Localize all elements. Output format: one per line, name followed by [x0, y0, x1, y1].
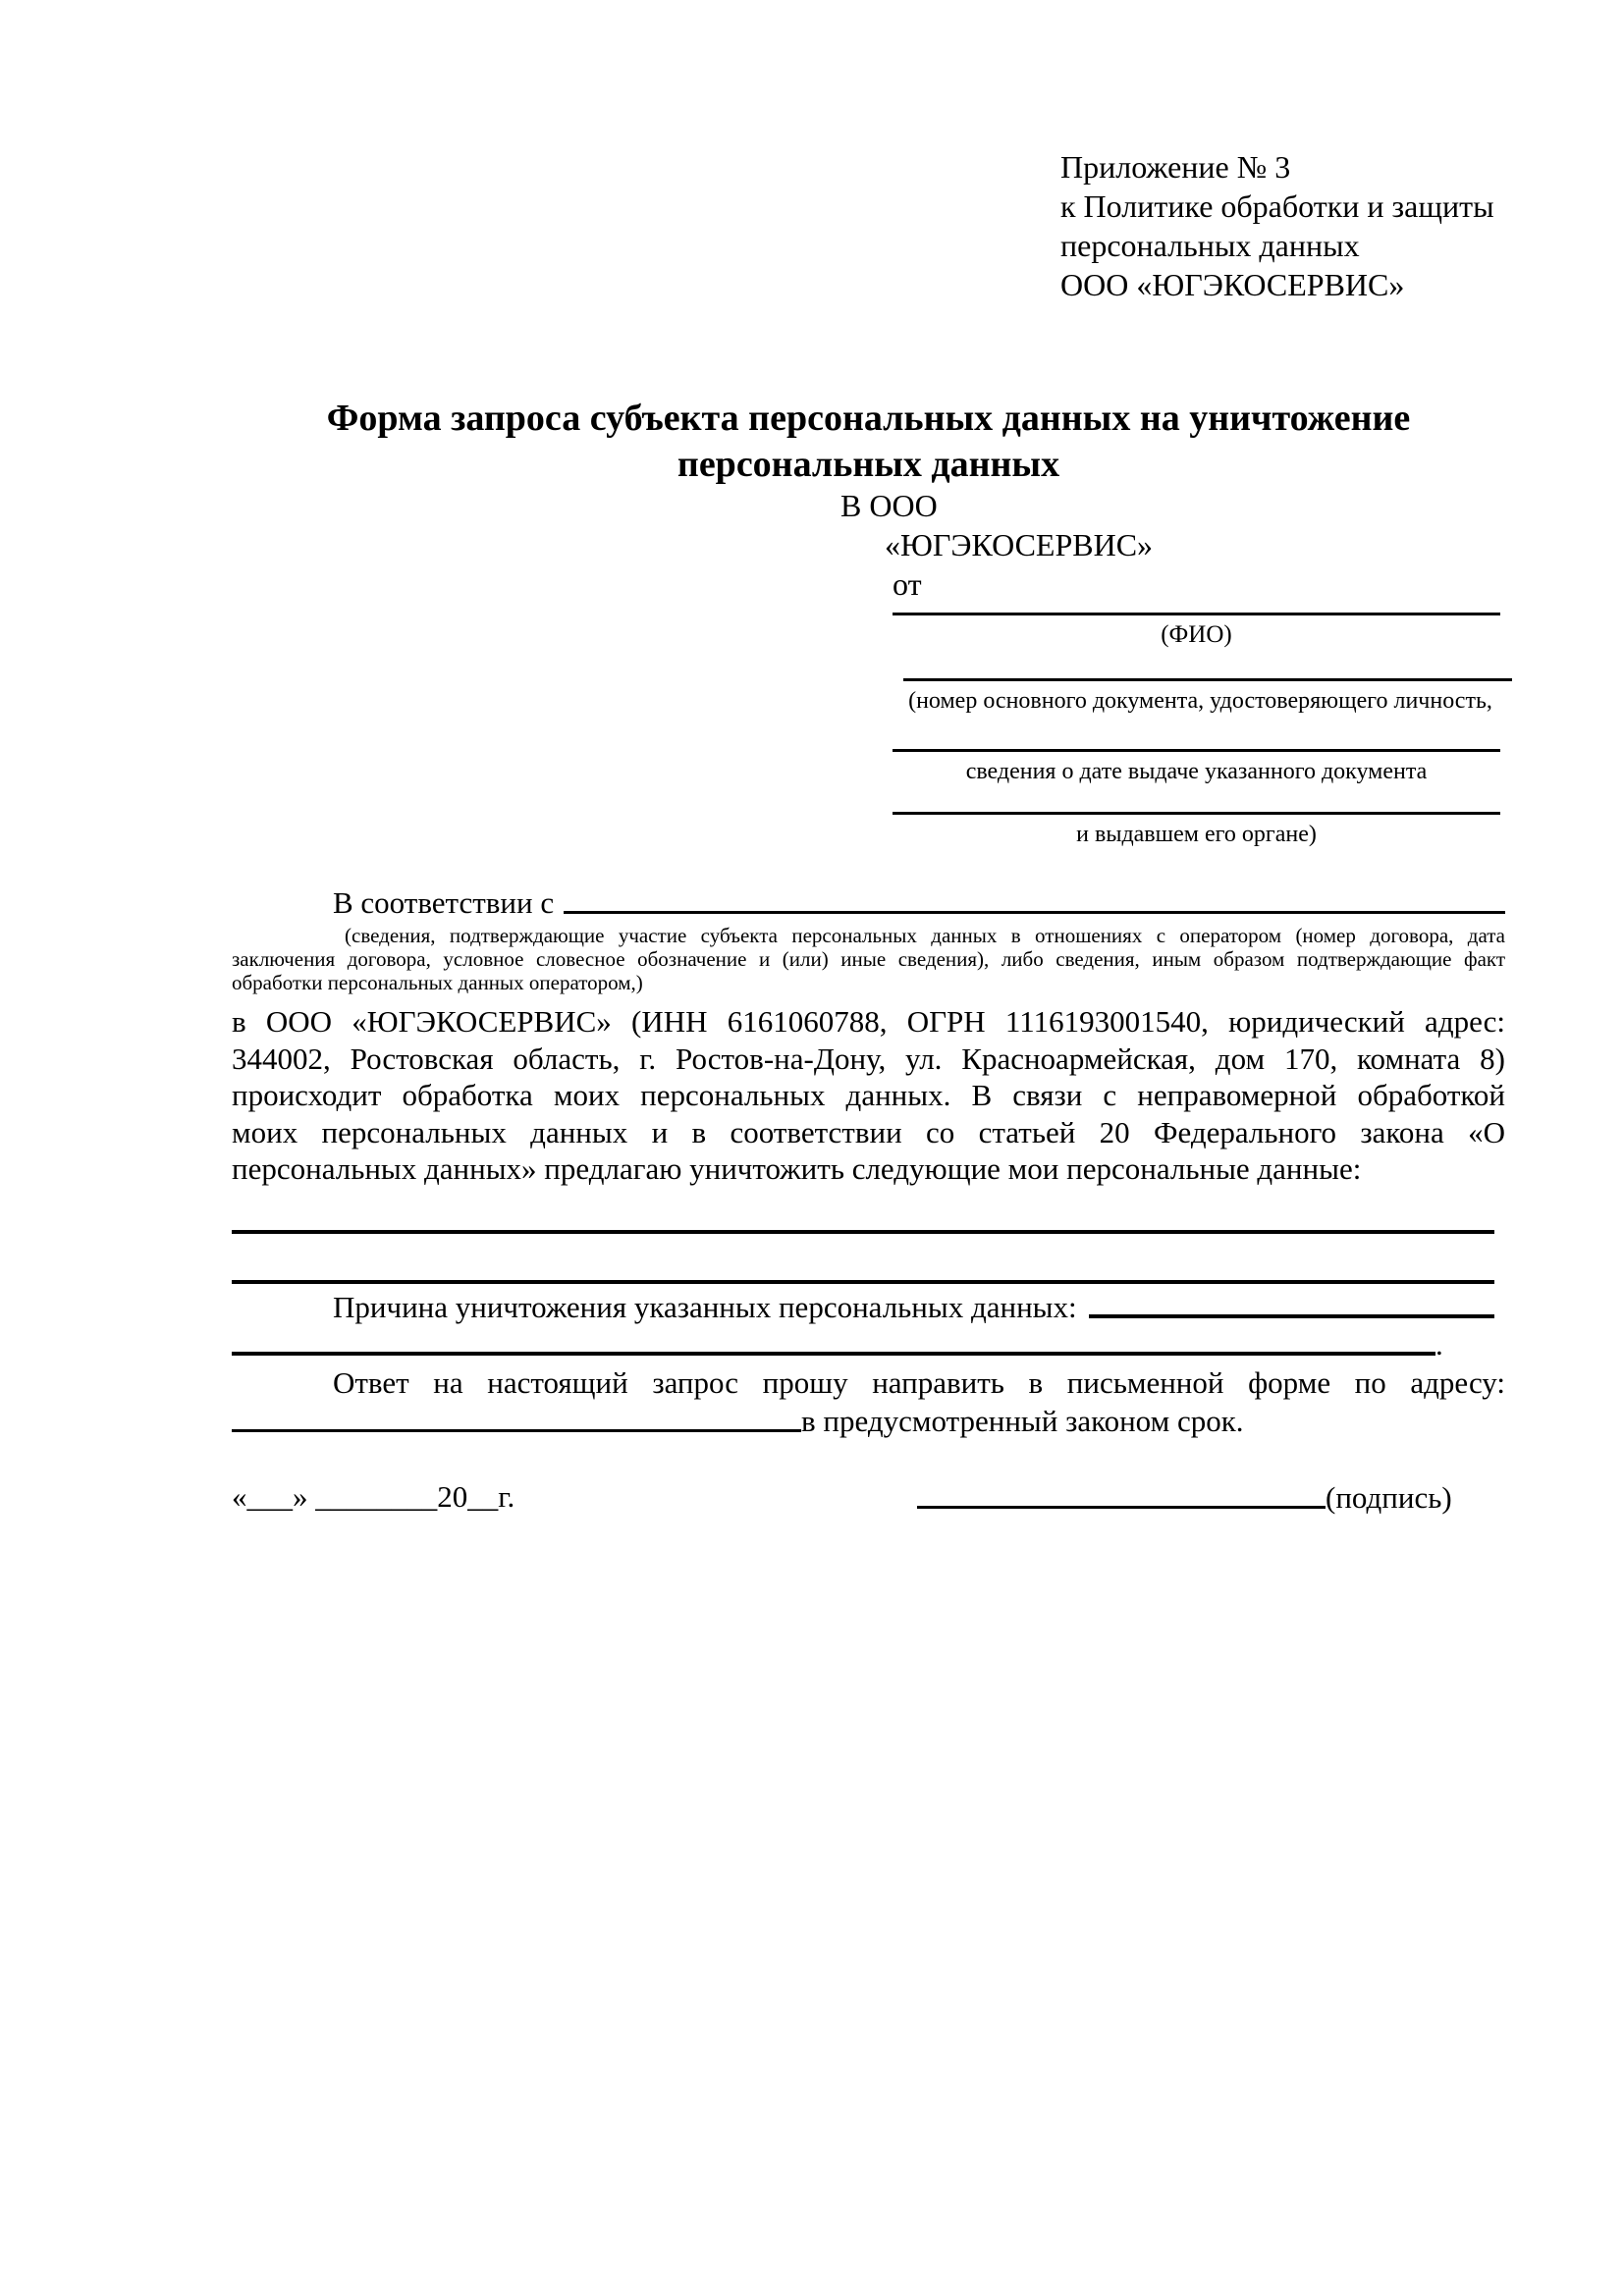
reason-continuation-row	[232, 1325, 1505, 1362]
accordance-row	[232, 883, 1505, 921]
accordance-note-line: заключения договора, условное словесное обозначение и (или) иные сведения), либо сведения, иным образом подтверждающие факт	[232, 947, 1505, 971]
signature-row	[917, 1478, 1472, 1516]
page-title	[232, 396, 1505, 488]
body-line: персональных данных» предлагаю уничтожить следующие мои персональные данные:	[232, 1151, 1362, 1186]
issuer-caption: и выдавшем его органе)	[1076, 822, 1317, 847]
appendix-line: Приложение № 3	[1060, 149, 1291, 185]
body-line: 344002, Ростовская область, г. Ростов-на-Дону, ул. Красноармейская, дом 170, комната 8)	[232, 1041, 1505, 1076]
reason-row	[232, 1288, 1494, 1325]
appendix-line: персональных данных	[1060, 228, 1360, 263]
body-line: происходит обработка моих персональных данных. В связи с неправомерной обработкой	[232, 1078, 1505, 1112]
data-blank-line	[232, 1280, 1494, 1284]
issuer-field-line	[893, 812, 1500, 815]
body-line: моих персональных данных и в соответствии со статьей 20 Федерального закона «О	[232, 1114, 1505, 1149]
addressee-from-label: от	[893, 566, 922, 602]
response-term-row	[232, 1402, 1505, 1439]
appendix-line: к Политике обработки и защиты	[1060, 188, 1494, 224]
addressee-to-prefix: В ООО	[840, 488, 938, 523]
doc-number-caption: (номер основного документа, удостоверяющего личность,	[908, 688, 1492, 714]
signature-line	[917, 1506, 1326, 1509]
body-line: в ООО «ЮГЭКОСЕРВИС» (ИНН 6161060788, ОГРН 1116193001540, юридический адрес:	[232, 1004, 1505, 1039]
line-terminator: .	[1435, 1326, 1443, 1362]
data-blank-line	[232, 1230, 1494, 1234]
page-title-line: персональных данных	[677, 444, 1060, 485]
doc-number-field-line	[903, 678, 1512, 681]
addressee-company-name: «ЮГЭКОСЕРВИС»	[885, 527, 1154, 562]
issue-date-caption: сведения о дате выдаче указанного документа	[965, 759, 1428, 784]
reason-continuation-line	[232, 1352, 1435, 1356]
date-field: «___» ________20__г.	[232, 1479, 515, 1514]
reason-fill-line	[1089, 1314, 1494, 1318]
address-fill-line	[232, 1429, 801, 1432]
accordance-label: В соответствии с	[333, 884, 555, 920]
response-request-line: Ответ на настоящий запрос прошу направить в письменной форме по адресу:	[333, 1365, 1505, 1400]
accordance-note-line: (сведения, подтверждающие участие субъекта персональных данных в отношениях с оператором (номер договора, дата	[345, 924, 1505, 947]
appendix-line: ООО «ЮГЭКОСЕРВИС»	[1060, 267, 1405, 302]
response-term-text: в предусмотренный законом срок.	[801, 1403, 1244, 1438]
page-title-line: Форма запроса субъекта персональных данных на уничтожение	[326, 398, 1411, 439]
accordance-fill-line	[564, 911, 1505, 914]
signature-caption: (подпись)	[1326, 1479, 1452, 1515]
fio-field-line	[893, 613, 1500, 615]
issue-date-field-line	[893, 749, 1500, 752]
reason-label: Причина уничтожения указанных персональных данных:	[333, 1289, 1077, 1324]
appendix-note	[1060, 147, 1494, 304]
accordance-note-line: обработки персональных данных оператором,)	[232, 971, 643, 994]
fio-caption: (ФИО)	[1161, 621, 1232, 648]
body-paragraph	[232, 1003, 1505, 1188]
accordance-note	[232, 924, 1505, 994]
